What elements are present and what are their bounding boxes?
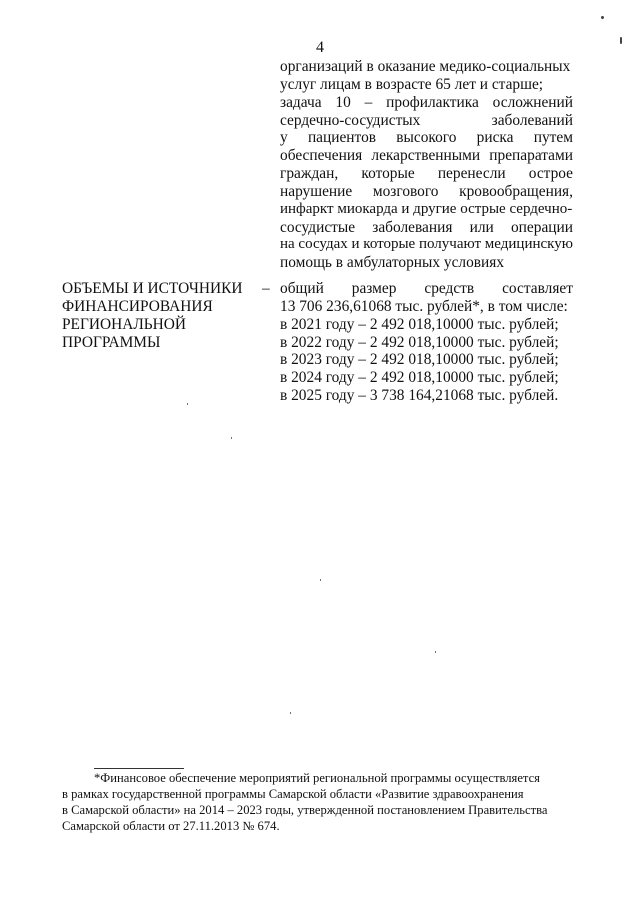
word: в 2021 году – 2 492 018,10000 тыс. рублей; [280, 315, 559, 333]
word: помощь в амбулаторных условиях [280, 254, 505, 272]
word: задача [280, 93, 322, 111]
text-line [280, 219, 573, 237]
funding-amounts-text [280, 280, 573, 405]
funding-line [280, 369, 573, 387]
word: общий [280, 280, 324, 297]
word: – [364, 93, 373, 111]
text-line [280, 183, 573, 201]
text-line [280, 76, 573, 94]
word: в 2022 году – 2 492 018,10000 тыс. рублей; [280, 333, 559, 351]
word: осложнений [492, 93, 573, 111]
word: или [469, 218, 494, 236]
footnote-line: в рамках государственной программы Самарской области «Развитие здравоохранения [62, 787, 524, 801]
funding-line [280, 351, 573, 369]
label-line: РЕГИОНАЛЬНОЙ [62, 315, 186, 333]
footnote [62, 770, 596, 834]
page-number: 4 [316, 39, 324, 56]
scan-speck [187, 403, 188, 405]
word: размер [351, 280, 397, 297]
text-line [280, 94, 573, 112]
label-dash: – [262, 280, 270, 297]
word: в 2023 году – 2 492 018,10000 тыс. рублей; [280, 351, 559, 369]
word: заболеваний [491, 111, 573, 129]
scan-speck [320, 579, 321, 581]
text-line [280, 129, 573, 147]
word: острое [528, 165, 573, 183]
funding-line [280, 387, 573, 405]
word: в 2024 году – 2 492 018,10000 тыс. рублей; [280, 369, 559, 387]
scan-speck [231, 437, 232, 439]
word: путем [533, 129, 573, 147]
word: профилактика [386, 93, 479, 111]
footnote-line: в Самарской области» на 2014 – 2023 годы, утвержденной постановлением Правительства [62, 803, 548, 817]
label-line: ПРОГРАММЫ [62, 333, 161, 351]
word: кровообращения, [459, 182, 573, 200]
scan-speck [620, 37, 622, 44]
word: риска [476, 129, 514, 147]
word: 10 [335, 93, 351, 111]
text-line [280, 254, 573, 272]
word: пациентов [307, 129, 377, 147]
word: лекарственными [371, 147, 481, 165]
funding-line [280, 280, 573, 298]
label-line: ФИНАНСИРОВАНИЯ [62, 297, 213, 315]
word: на сосудах и которые получают медицинскую [280, 236, 573, 253]
word: сосудистые [280, 218, 356, 236]
footnote-line: *Финансовое обеспечение мероприятий региональной программы осуществляется [94, 771, 540, 785]
funding-line [280, 334, 573, 352]
funding-line [280, 316, 573, 334]
word: препаратами [489, 147, 573, 165]
text-line [280, 58, 573, 76]
text-line [280, 201, 573, 219]
word: у [280, 129, 288, 147]
tasks-continuation-text [280, 58, 573, 272]
text-line [280, 236, 573, 254]
word: сердечно-сосудистых [280, 111, 421, 129]
scan-speck [435, 651, 436, 653]
word: граждан, [280, 165, 339, 183]
word: нарушение [280, 182, 353, 200]
text-line [280, 165, 573, 183]
word: которые [361, 165, 415, 183]
word: составляет [502, 280, 573, 297]
word: высокого [396, 129, 457, 147]
word: заболевания [372, 218, 453, 236]
word: инфаркт миокарда и другие острые сердечно- [280, 200, 573, 217]
word: мозгового [372, 182, 439, 200]
text-line [280, 112, 573, 130]
word: операции [510, 218, 573, 236]
word: обеспечения [280, 147, 363, 165]
funding-line [280, 298, 573, 316]
footnote-line: Самарской области от 27.11.2013 № 674. [62, 819, 280, 833]
label-line: ОБЪЕМЫ И ИСТОЧНИКИ [62, 280, 243, 297]
footnote-separator [94, 768, 184, 769]
scan-speck [290, 712, 291, 714]
scan-speck [601, 16, 604, 19]
word: 13 706 236,61068 тыс. рублей*, в том числе: [280, 297, 568, 315]
word: средств [424, 280, 475, 297]
word: перенесли [437, 165, 506, 183]
funding-section-label [62, 280, 262, 351]
word: услуг лицам в возрасте 65 лет и старше; [280, 75, 544, 93]
word: в 2025 году – 3 738 164,21068 тыс. рублей. [280, 387, 559, 405]
text-line [280, 147, 573, 165]
word: организаций в оказание медико-социальных [280, 58, 571, 75]
